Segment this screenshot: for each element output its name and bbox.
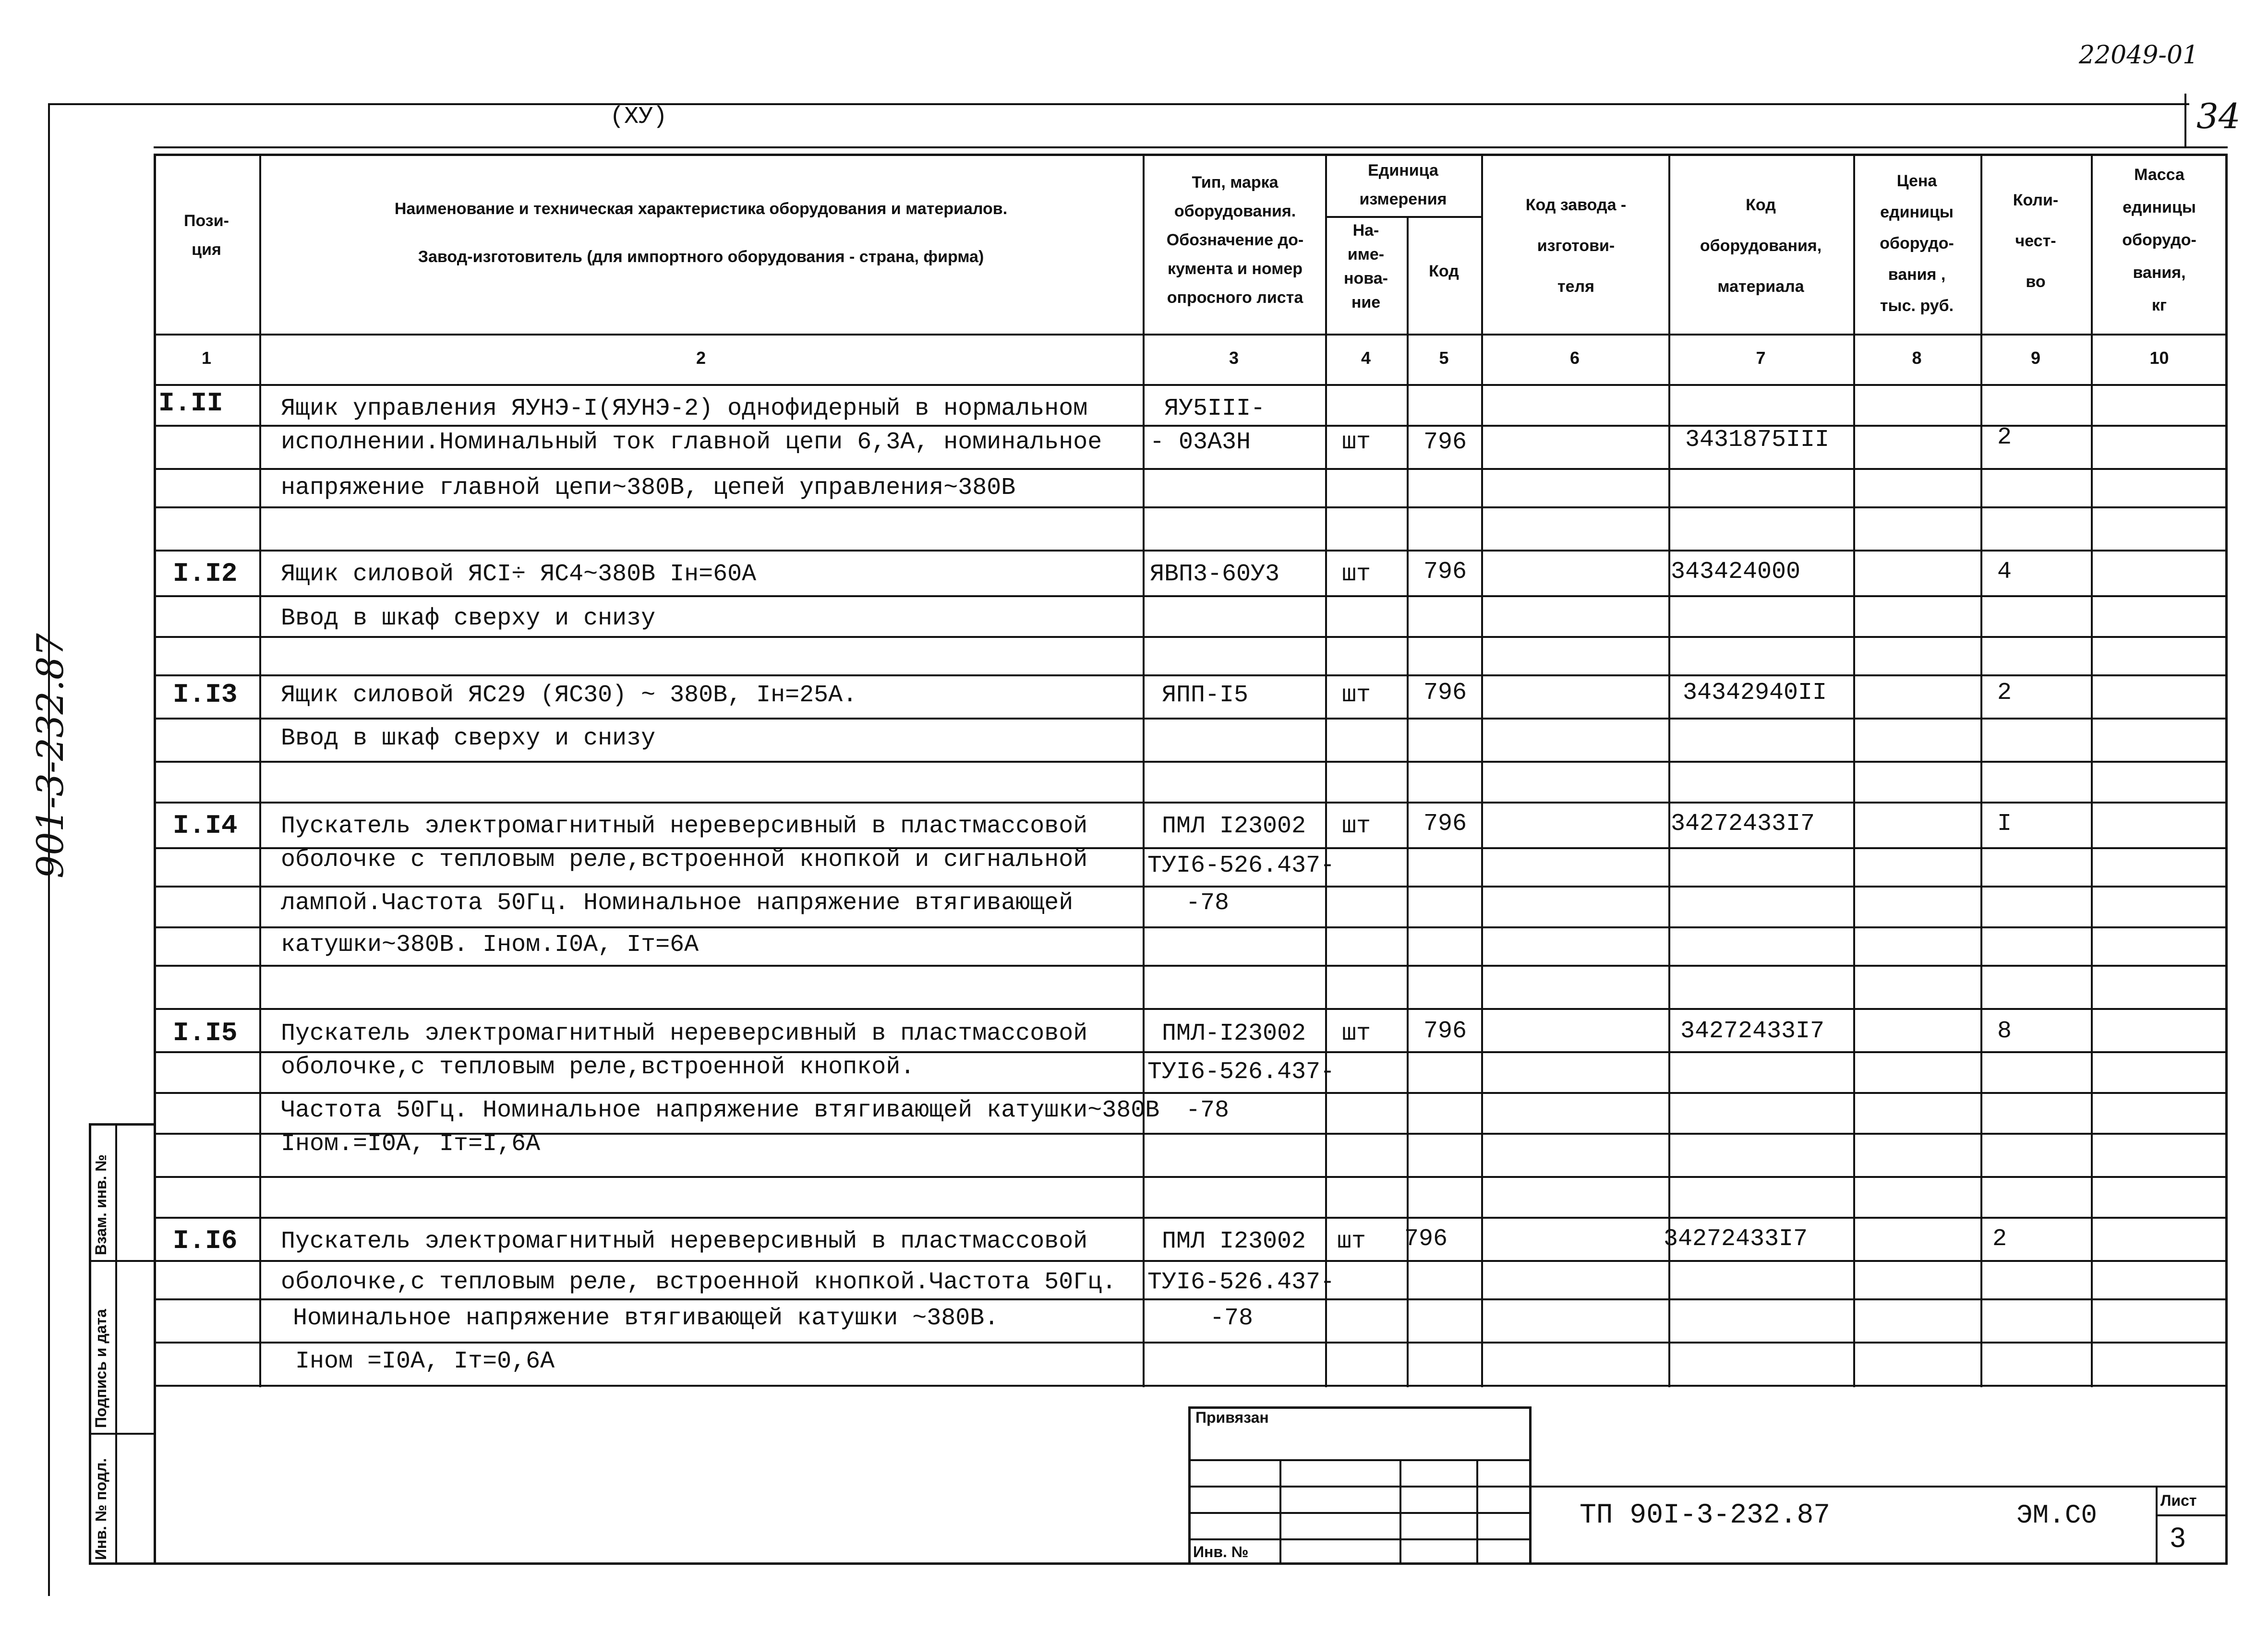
row-line: [154, 506, 2228, 508]
title-block-line: [1532, 1486, 2228, 1488]
item-unit-code: 796: [1424, 429, 1467, 456]
handwritten-archive-code: 22049-01: [2079, 41, 2199, 70]
item-equipment-code: 343424000: [1671, 558, 1801, 586]
bound-label: Привязан: [1195, 1409, 1269, 1426]
item-type-line: ЯПП-I5: [1162, 682, 1249, 709]
item-type-line: ТУI6-526.437-: [1147, 1058, 1335, 1086]
item-unit-code: 796: [1424, 679, 1467, 707]
item-description-line: оболочке с тепловым реле,встроенной кнопкой и сигнальной: [281, 846, 1088, 874]
frame-right-tick: [2184, 94, 2186, 146]
col-sep-5: [1481, 154, 1483, 1387]
row-line: [154, 1008, 2228, 1010]
item-description-line: Ящик силовой ЯС29 (ЯС30) ~ 380В, Iн=25А.: [281, 682, 857, 709]
section-label: (ХУ): [610, 103, 668, 131]
sheet-label: Лист: [2160, 1492, 2197, 1509]
inv-label: Инв. №: [1193, 1543, 1249, 1560]
item-equipment-code: 3431875III: [1685, 426, 1830, 454]
item-description-line: Частота 50Гц. Номинальное напряжение втягивающей катушки~380В: [281, 1097, 1160, 1124]
header-type: Тип, марка оборудования. Обозначение до- кумента и номер опросного листа: [1166, 173, 1304, 307]
bound-stamp-col: [1279, 1459, 1281, 1565]
bound-stamp-col: [1399, 1459, 1401, 1565]
row-line: [154, 1298, 2228, 1300]
item-unit: шт: [1342, 561, 1371, 588]
item-type-line: ПМЛ-I23002: [1162, 1020, 1306, 1047]
side-strip-row-line: [89, 1433, 156, 1435]
bound-stamp-col: [1476, 1459, 1478, 1565]
item-description-line: лампой.Частота 50Гц. Номинальное напряжение втягивающей: [281, 889, 1074, 917]
sheet-box-mid: [2156, 1514, 2228, 1516]
item-unit: шт: [1342, 1020, 1371, 1047]
item-type-line: ТУI6-526.437-: [1147, 852, 1335, 879]
header-equipment-code: Код оборудования, материала: [1700, 196, 1822, 296]
item-type-line: -78: [1186, 889, 1230, 917]
col-sep-3: [1325, 154, 1327, 1387]
header-quantity: Коли- чест- во: [2013, 191, 2059, 291]
sheet-box-left: [2156, 1486, 2158, 1565]
item-description-line: напряжение главной цепи~380В, цепей управления~380В: [281, 474, 1016, 502]
item-unit-code: 796: [1424, 1018, 1467, 1045]
sheet-number: 3: [2170, 1522, 2186, 1553]
header-name-line1: Наименование и техническая характеристика оборудования и материалов.: [394, 200, 1008, 218]
colnum-1: 1: [201, 348, 212, 368]
item-type-line: -78: [1186, 1097, 1230, 1124]
item-quantity: 8: [1997, 1018, 2012, 1045]
colnum-8: 8: [1912, 348, 1922, 368]
row-line: [154, 1217, 2228, 1219]
bound-stamp-line: [1188, 1538, 1532, 1540]
item-description-line: Iном.=I0А, Iт=I,6А: [281, 1130, 541, 1158]
bound-stamp-line: [1188, 1459, 1532, 1461]
colnum-2: 2: [696, 348, 706, 368]
item-type-line: ЯВП3-60У3: [1150, 561, 1280, 588]
row-line: [154, 965, 2228, 967]
item-description-line: Ящик управления ЯУНЭ-I(ЯУНЭ-2) однофидерный в нормальном: [281, 395, 1088, 422]
col-sep-7: [1853, 154, 1855, 1387]
header-bottom-line: [154, 334, 2228, 336]
item-equipment-code: 34272433I7: [1680, 1018, 1825, 1045]
row-line: [154, 595, 2228, 597]
item-unit-code: 796: [1424, 558, 1467, 586]
item-quantity: 2: [1997, 679, 2012, 707]
item-quantity: 2: [1997, 424, 2012, 451]
row-line: [154, 674, 2228, 676]
header-unit-name: На- име- нова- ние: [1344, 221, 1388, 312]
item-description-line: катушки~380В. Iном.I0А, Iт=6А: [281, 931, 699, 959]
unit-group-line: [1325, 216, 1481, 218]
header-unit-group: Единица измерения: [1359, 161, 1447, 208]
item-unit-code: 796: [1404, 1225, 1448, 1253]
row-line: [154, 1342, 2228, 1344]
item-equipment-code: 34272433I7: [1671, 810, 1815, 838]
item-description-line: Номинальное напряжение втягивающей катушки ~380В.: [293, 1305, 999, 1332]
side-document-code: 901-3-232.87: [29, 633, 72, 878]
item-unit: шт: [1337, 1228, 1366, 1255]
item-unit: шт: [1342, 429, 1371, 456]
item-quantity: I: [1997, 810, 2012, 838]
row-line: [154, 886, 2228, 888]
item-description-line: Пускатель электромагнитный нереверсивный в пластмассовой: [281, 1228, 1088, 1255]
document-suffix: ЭМ.С0: [2016, 1500, 2098, 1531]
item-position: I.II: [158, 388, 223, 419]
side-strip-divider: [115, 1123, 117, 1565]
item-description-line: исполнении.Номинальный ток главной цепи 6,3А, номинальное: [281, 429, 1102, 456]
col-sep-9: [2091, 154, 2093, 1387]
header-name-line2: Завод-изготовитель (для импортного оборудования - страна, фирма): [418, 248, 984, 266]
colnum-7: 7: [1756, 348, 1766, 368]
item-description-line: Ввод в шкаф сверху и снизу: [281, 725, 656, 752]
row-line: [154, 1176, 2228, 1178]
item-unit-code: 796: [1424, 810, 1467, 838]
item-type-line: ПМЛ I23002: [1162, 1228, 1306, 1255]
row-line: [154, 425, 2228, 427]
colnum-4: 4: [1361, 348, 1371, 368]
header-position: Пози- ция: [184, 212, 229, 259]
row-line: [154, 468, 2228, 470]
document-code: ТП 90I-3-232.87: [1580, 1500, 1831, 1531]
colnum-5: 5: [1439, 348, 1449, 368]
item-description-line: оболочке,с тепловым реле, встроенной кнопкой.Частота 50Гц.: [281, 1269, 1117, 1296]
item-description-line: Пускатель электромагнитный нереверсивный в пластмассовой: [281, 1020, 1088, 1047]
colnum-3: 3: [1229, 348, 1239, 368]
item-type-line: ЯУ5III-: [1164, 395, 1266, 422]
row-line: [154, 718, 2228, 720]
frame-top-line: [48, 103, 2189, 105]
item-description-line: оболочке,с тепловым реле,встроенной кнопкой.: [281, 1054, 915, 1081]
colnum-bottom-line: [154, 384, 2228, 386]
col-sep-2: [1143, 154, 1145, 1387]
side-strip-row-line: [89, 1260, 156, 1262]
bound-stamp-line: [1188, 1512, 1532, 1514]
item-position: I.I3: [173, 679, 238, 710]
bound-stamp-line: [1188, 1486, 1532, 1488]
item-description-line: Ящик силовой ЯСI÷ ЯС4~380В Iн=60А: [281, 561, 757, 588]
item-description-line: Iном =I0А, Iт=0,6А: [295, 1348, 555, 1375]
item-position: I.I4: [173, 810, 238, 841]
item-unit: шт: [1342, 813, 1371, 840]
header-unit-mass: Масса единицы оборудо- вания, кг: [2122, 166, 2196, 314]
item-unit: шт: [1342, 682, 1371, 709]
item-description-line: Ввод в шкаф сверху и снизу: [281, 605, 656, 632]
item-position: I.I6: [173, 1225, 238, 1256]
item-quantity: 2: [1992, 1225, 2007, 1253]
item-position: I.I5: [173, 1018, 238, 1048]
side-strip-replacement-inv: Взам. инв. №: [92, 1154, 109, 1255]
colnum-6: 6: [1569, 348, 1580, 368]
row-line: [154, 802, 2228, 804]
item-quantity: 4: [1997, 558, 2012, 586]
item-type-line: -78: [1210, 1305, 1254, 1332]
item-description-line: Пускатель электромагнитный нереверсивный в пластмассовой: [281, 813, 1088, 840]
header-unit-price: Цена единицы оборудо- вания , тыс. руб.: [1880, 172, 1954, 315]
col-sep-8: [1980, 154, 1982, 1387]
header-unit-code: Код: [1429, 262, 1459, 280]
item-type-line: ТУI6-526.437-: [1147, 1269, 1335, 1296]
side-strip-inv-no: Инв. № подл.: [92, 1458, 109, 1560]
item-equipment-code: 34272433I7: [1664, 1225, 1808, 1253]
row-line: [154, 1092, 2228, 1094]
row-line: [154, 1385, 2228, 1387]
colnum-9: 9: [2030, 348, 2041, 368]
header-factory-code: Код завода - изготови- теля: [1525, 196, 1627, 296]
col-sep-6: [1668, 154, 1670, 1387]
item-type-line: - 03А3Н: [1150, 429, 1251, 456]
row-line: [154, 1260, 2228, 1262]
frame-top-rule-inner: [154, 146, 2228, 148]
item-equipment-code: 34342940II: [1683, 679, 1827, 707]
colnum-10: 10: [2149, 348, 2169, 368]
row-line: [154, 1051, 2228, 1053]
item-position: I.I2: [173, 558, 238, 589]
row-line: [154, 761, 2228, 763]
col-sep-1: [259, 154, 261, 1387]
sheet-corner-number: 34: [2196, 96, 2241, 136]
row-line: [154, 926, 2228, 928]
row-line: [154, 636, 2228, 638]
item-type-line: ПМЛ I23002: [1162, 813, 1306, 840]
row-line: [154, 550, 2228, 552]
side-strip-signature-date: Подпись и дата: [92, 1309, 109, 1428]
